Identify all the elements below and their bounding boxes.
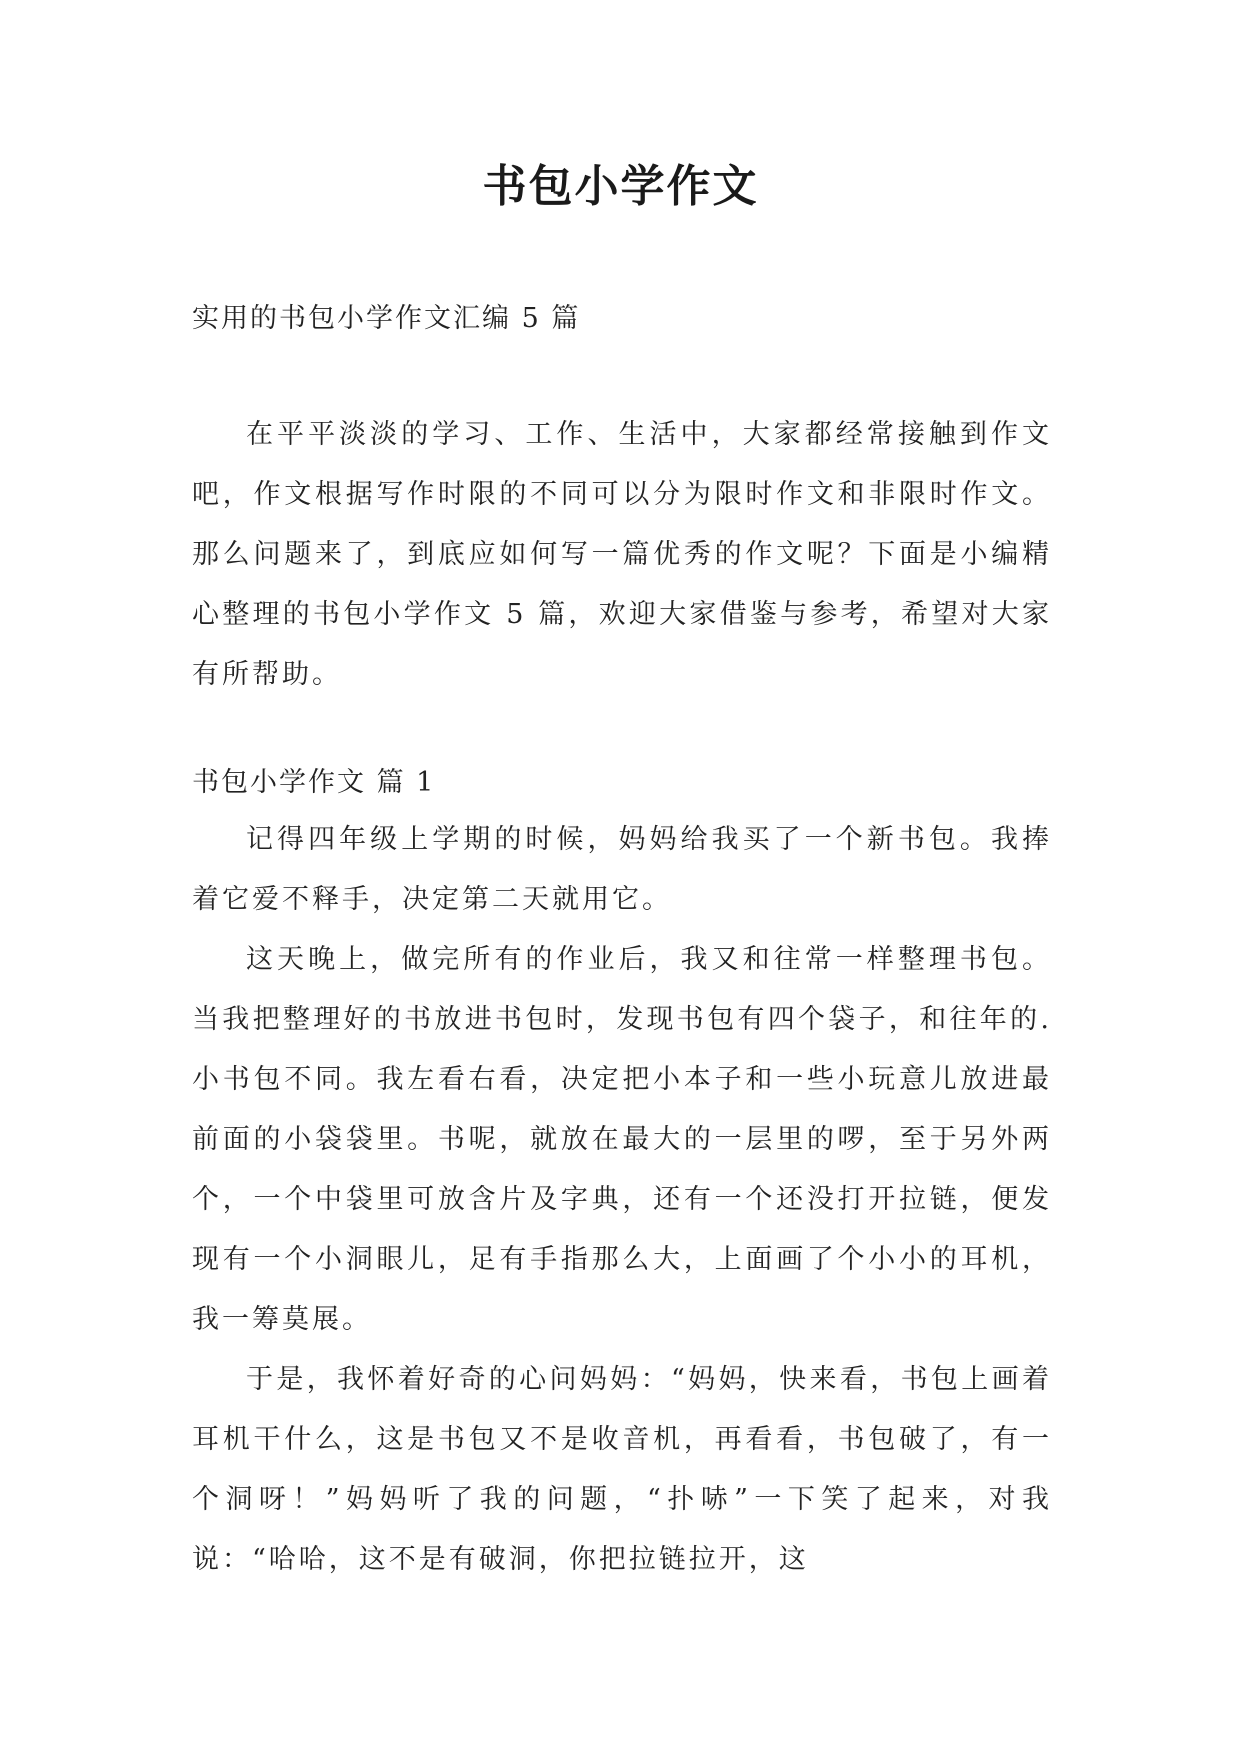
section-heading: 书包小学作文 篇 1	[192, 767, 436, 798]
essay-paragraph-2: 这天晚上，做完所有的作业后，我又和往常一样整理书包。当我把整理好的书放进书包时，发现书包有四个袋子，和往年的.小书包不同。我左看右看，决定把小本子和一些小玩意儿放进最前面的小袋袋里。书呢，就放在最大的一层里的啰，至于另外两个，一个中袋里可放含片及字典，还有一个还没打开拉链，便发现有一个小洞眼儿，足有手指那么大，上面画了个小小的耳机，我一筹莫展。	[192, 944, 1052, 1335]
essay-paragraph-3: 于是，我怀着好奇的心问妈妈：“妈妈，快来看，书包上画着耳机干什么，这是书包又不是收音机，再看看，书包破了，有一个洞呀！”妈妈听了我的问题，“扑哧”一下笑了起来，对我说：“哈哈，这不是有破洞，你把拉链拉开，这	[192, 1364, 1052, 1575]
intro-block	[192, 405, 1052, 705]
document-subtitle: 实用的书包小学作文汇编 5 篇	[192, 303, 581, 334]
essay-body	[192, 810, 1052, 1590]
intro-paragraph: 在平平淡淡的学习、工作、生活中，大家都经常接触到作文吧，作文根据写作时限的不同可以分为限时作文和非限时作文。那么问题来了，到底应如何写一篇优秀的作文呢？下面是小编精心整理的书包小学作文 5 篇，欢迎大家借鉴与参考，希望对大家有所帮助。	[192, 419, 1052, 690]
essay-paragraph-1: 记得四年级上学期的时候，妈妈给我买了一个新书包。我捧着它爱不释手，决定第二天就用它。	[192, 824, 1052, 915]
document-title: 书包小学作文	[482, 161, 759, 212]
